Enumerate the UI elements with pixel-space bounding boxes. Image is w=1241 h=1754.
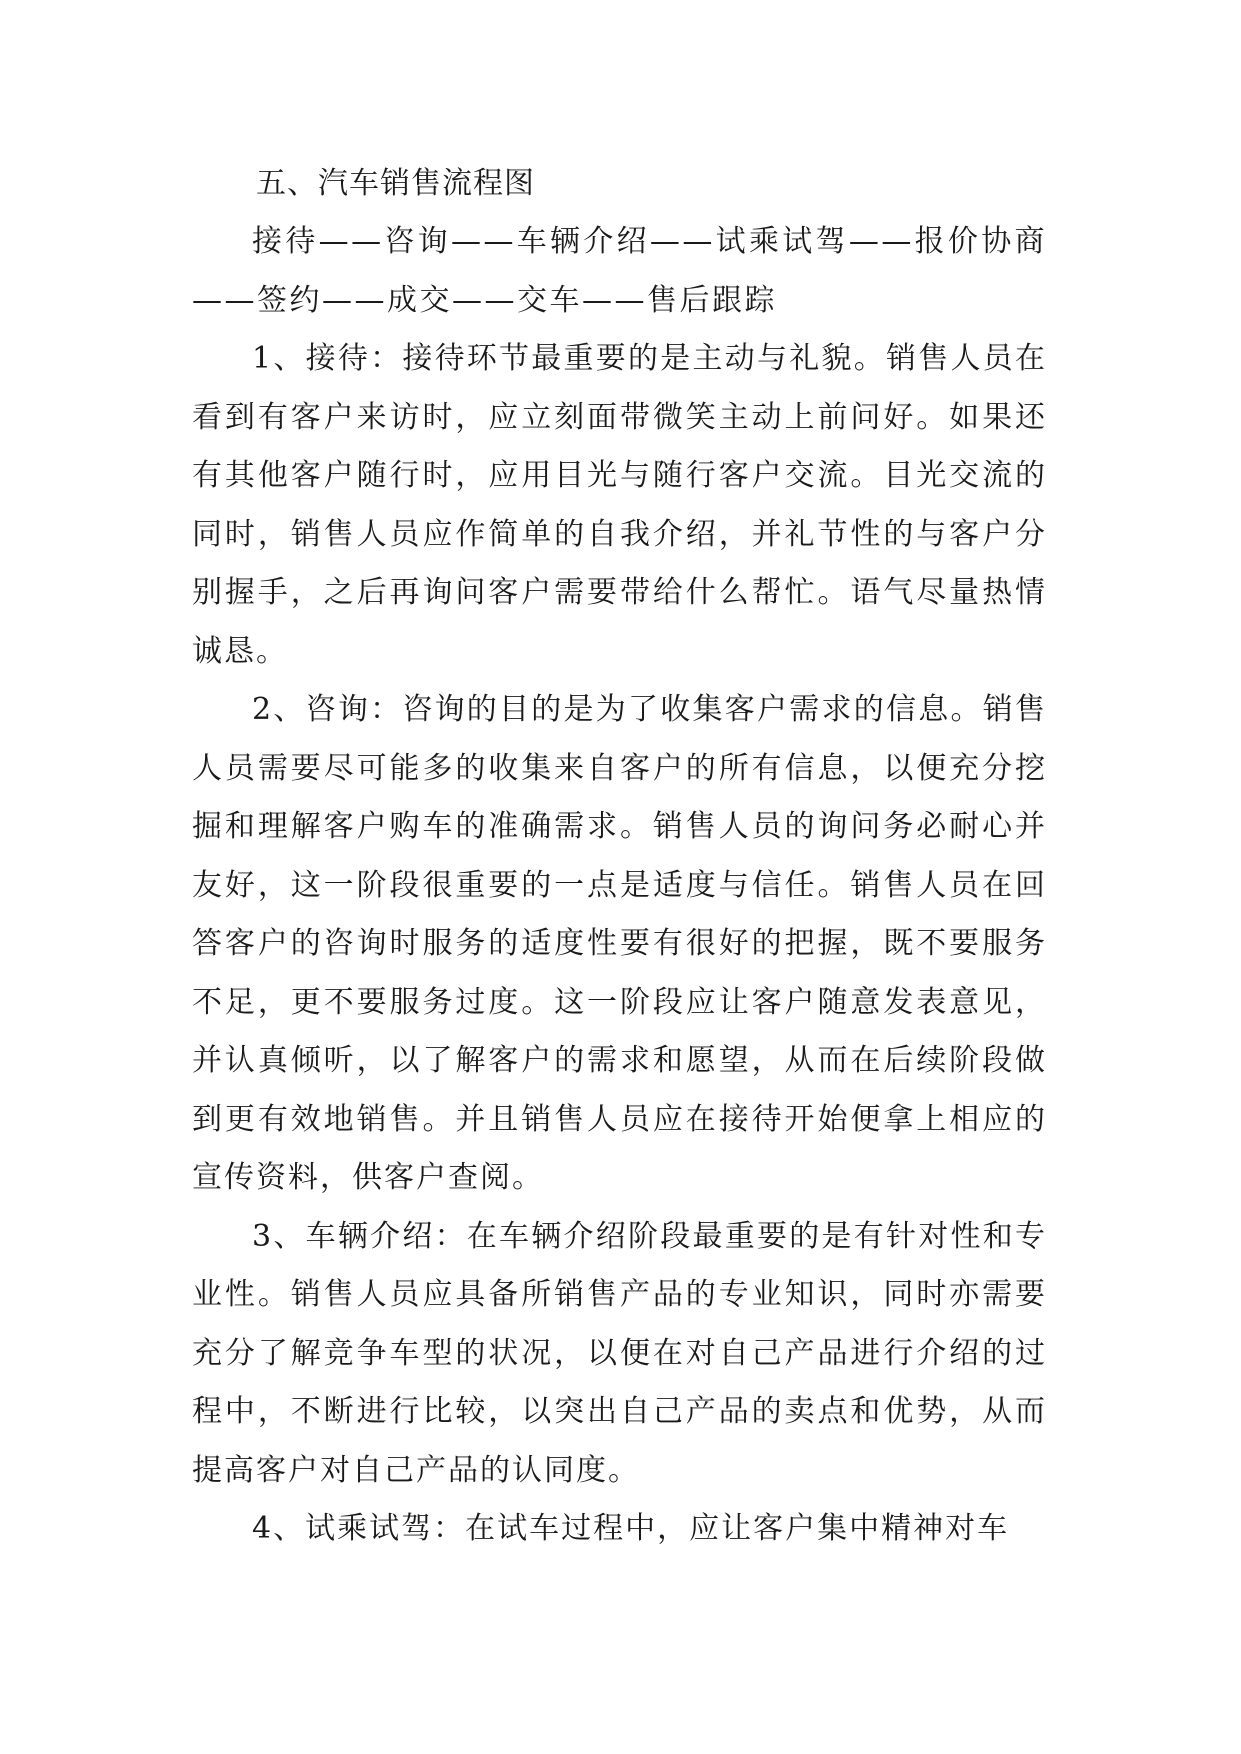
- document-body: [192, 155, 1047, 1559]
- section-heading: 五、汽车销售流程图: [256, 166, 535, 201]
- paragraph-consultation: 2、咨询：咨询的目的是为了收集客户需求的信息。销售人员需要尽可能多的收集来自客户的所有信息，以便充分挖掘和理解客户购车的准确需求。销售人员的询问务必耐心并友好，这一阶段很重要的一点是适度与信任。销售人员在回答客户的咨询时服务的适度性要有很好的把握，既不要服务不足，更不要服务过度。这一阶段应让客户随意发表意见，并认真倾听，以了解客户的需求和愿望，从而在后续阶段做到更有效地销售。并且销售人员应在接待开始便拿上相应的宣传资料，供客户查阅。: [192, 692, 1047, 1195]
- paragraph-reception: 1、接待：接待环节最重要的是主动与礼貌。销售人员在看到有客户来访时，应立刻面带微笑主动上前问好。如果还有其他客户随行时，应用目光与随行客户交流。目光交流的同时，销售人员应作简单的自我介绍，并礼节性的与客户分别握手，之后再询问客户需要带给什么帮忙。语气尽量热情诚恳。: [192, 341, 1047, 669]
- paragraph-test-drive: 4、试乘试驾：在试车过程中，应让客户集中精神对车: [252, 1511, 1010, 1546]
- sales-flow-line: 接待——咨询——车辆介绍——试乘试驾——报价协商——签约——成交——交车——售后跟踪: [192, 224, 1047, 318]
- paragraph-vehicle-introduction: 3、车辆介绍：在车辆介绍阶段最重要的是有针对性和专业性。销售人员应具备所销售产品的专业知识，同时亦需要充分了解竞争车型的状况，以便在对自己产品进行介绍的过程中，不断进行比较，以突出自己产品的卖点和优势，从而提高客户对自己产品的认同度。: [192, 1218, 1047, 1488]
